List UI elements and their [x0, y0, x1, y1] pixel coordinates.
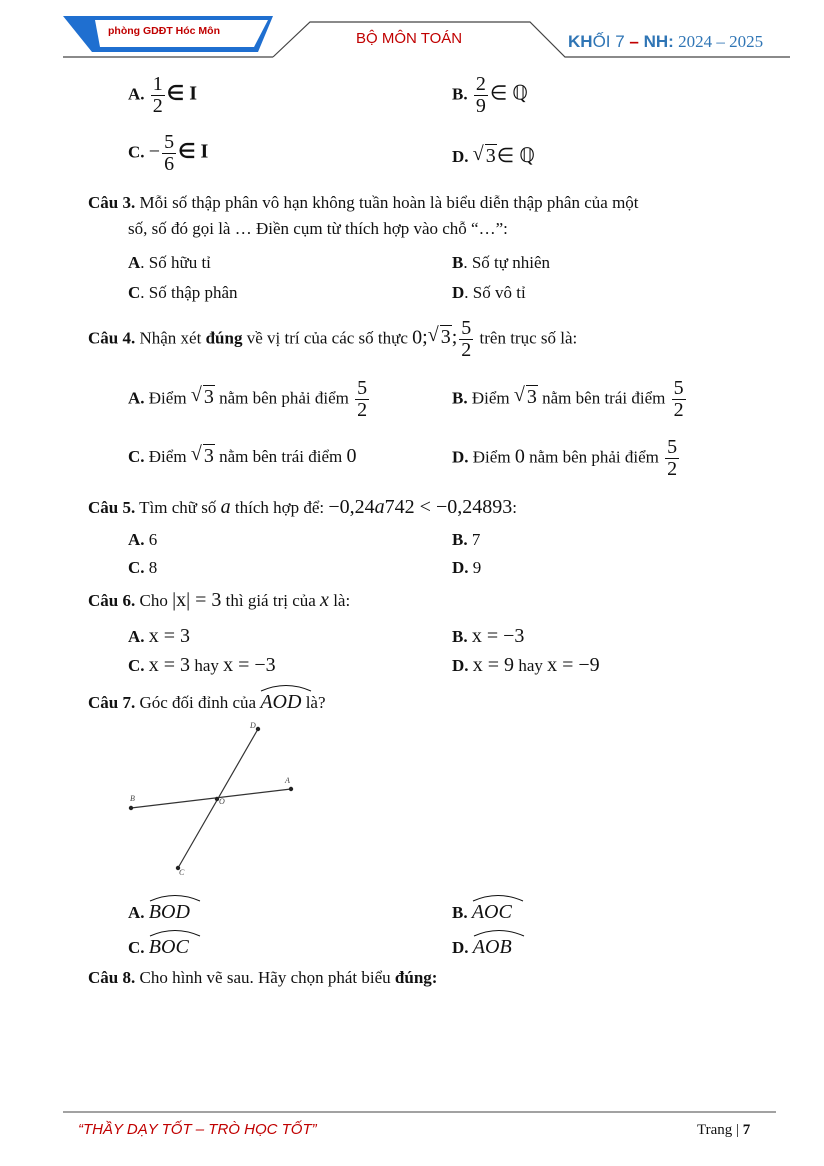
- q5-stem: [88, 496, 517, 519]
- sqrt: [473, 145, 497, 168]
- sqrt: [191, 445, 215, 468]
- option-label: A.: [128, 530, 145, 549]
- q4-option-d: [452, 437, 681, 480]
- line-ba: [131, 789, 291, 808]
- fraction: [459, 318, 473, 361]
- q8-stem: [88, 968, 437, 988]
- q7-option-c: [128, 931, 189, 959]
- label-d: D: [250, 721, 256, 730]
- radical-sign: √: [513, 384, 525, 407]
- fraction: [672, 378, 686, 421]
- question-emphasis: đúng:: [394, 968, 438, 987]
- q5-option-b: [452, 530, 480, 550]
- question-label: Câu 7.: [88, 693, 136, 712]
- denominator: 2: [152, 95, 163, 117]
- option-math: x = −3: [471, 625, 525, 647]
- point-b: [129, 806, 133, 810]
- point-a: [289, 787, 293, 791]
- header-grade-rest: ỐI 7: [592, 32, 625, 51]
- option-math: x = −3: [223, 654, 276, 676]
- option-label: A.: [128, 84, 145, 104]
- option-label: C.: [128, 656, 145, 675]
- radicand: 3: [440, 326, 451, 349]
- angle-text: BOD: [148, 901, 190, 923]
- option-label: D: [452, 283, 465, 302]
- option-label: B.: [452, 388, 468, 408]
- question-text: số, số đó gọi là … Điền cụm từ thích hợp vào chỗ “…”:: [128, 219, 508, 238]
- q6-stem: [88, 589, 350, 612]
- angle-arc: [149, 892, 201, 902]
- label-b: B: [130, 794, 135, 803]
- option-label: A.: [128, 627, 145, 646]
- option-label: C.: [128, 447, 145, 466]
- math-expr: −0,24: [328, 496, 375, 518]
- sqrt: [428, 326, 452, 349]
- option-label: D.: [452, 938, 469, 957]
- point-d: [256, 727, 260, 731]
- math-zero: 0: [346, 445, 357, 467]
- math-var: x: [320, 589, 329, 611]
- fraction: [474, 74, 488, 117]
- radicand: 3: [526, 386, 537, 409]
- question-label: Câu 5.: [88, 498, 136, 517]
- option-text: hay: [514, 656, 548, 675]
- fraction: [355, 378, 369, 421]
- question-text: trên trục số là:: [475, 328, 578, 348]
- option-text: hay: [190, 656, 224, 675]
- label-o: O: [219, 797, 225, 806]
- fraction: [151, 74, 165, 117]
- radical-sign: √: [472, 143, 484, 165]
- radical-sign: √: [190, 443, 202, 465]
- angle-text: BOC: [148, 936, 189, 958]
- option-math: x = 9: [472, 654, 515, 676]
- numerator: 5: [667, 436, 678, 458]
- q4-option-a: [128, 378, 371, 421]
- option-math: x = 3: [148, 625, 191, 647]
- option-text: Điểm: [468, 447, 515, 467]
- option-text: . Số thập phân: [140, 283, 238, 302]
- question-text: là?: [301, 693, 326, 712]
- question-label: Câu 3.: [88, 193, 136, 212]
- option-text: nằm bên phải điểm: [214, 388, 354, 408]
- question-text: thích hợp để:: [230, 498, 329, 517]
- header-dept: phòng GDĐT Hóc Môn: [108, 25, 220, 37]
- question-text: Nhận xét: [135, 328, 206, 348]
- option-text: nằm bên phải điểm: [524, 447, 664, 467]
- angle-text: AOC: [471, 901, 512, 923]
- math-zero: 0;: [412, 326, 428, 349]
- option-text: 7: [467, 530, 481, 549]
- angle: [149, 896, 190, 924]
- q7-stem: [88, 686, 326, 714]
- angle-text: AOB: [472, 936, 512, 958]
- option-label: C.: [128, 938, 145, 957]
- question-label: Câu 6.: [88, 591, 136, 610]
- header-grade-prefix: KH: [568, 32, 593, 51]
- header-subject: BỘ MÔN TOÁN: [356, 30, 463, 47]
- radical-sign: √: [190, 384, 202, 407]
- q6-option-a: [128, 625, 190, 648]
- option-text: Điểm: [467, 388, 514, 408]
- denominator: 2: [461, 339, 472, 361]
- option-math: ∈ ℚ: [489, 82, 529, 105]
- denominator: 2: [357, 399, 368, 421]
- option-label: A.: [128, 388, 145, 408]
- q3-option-a: [128, 253, 211, 273]
- numerator: 5: [461, 317, 472, 339]
- q6-option-c: [128, 654, 276, 677]
- option-label: D.: [452, 558, 469, 577]
- question-text: Cho: [135, 591, 173, 610]
- q3-option-d: [452, 283, 526, 303]
- option-label: D.: [452, 656, 469, 675]
- question-text: về vị trí của các số thực: [242, 328, 413, 348]
- header-year: 2024 – 2025: [673, 32, 764, 51]
- option-label: B.: [452, 84, 468, 104]
- label-a: A: [285, 776, 290, 785]
- angle: [472, 896, 512, 924]
- header-grade-year: [568, 32, 763, 52]
- sqrt: [191, 386, 215, 409]
- q5-option-a: [128, 530, 157, 550]
- option-text: 8: [144, 558, 158, 577]
- denominator: 2: [667, 458, 678, 480]
- option-label: C.: [128, 142, 145, 162]
- footer-rule: [0, 1100, 824, 1120]
- radicand: 3: [203, 386, 214, 409]
- q4-option-b: [452, 378, 688, 421]
- q2-option-c: [128, 132, 208, 175]
- question-label: Câu 4.: [88, 328, 136, 348]
- option-label: C.: [128, 558, 145, 577]
- q5-option-d: [452, 558, 481, 578]
- question-text: Góc đối đỉnh của: [135, 693, 261, 712]
- fraction: [162, 132, 176, 175]
- question-text: là:: [328, 591, 351, 610]
- numerator: 5: [357, 377, 368, 399]
- math-zero: 0: [514, 445, 525, 468]
- denominator: 6: [164, 153, 175, 175]
- q7-option-b: [452, 896, 512, 924]
- option-label: D.: [452, 147, 469, 166]
- q7-option-d: [452, 931, 512, 959]
- question-emphasis: đúng: [205, 328, 243, 348]
- header-year-label: NH:: [643, 32, 674, 51]
- option-text: . Số tự nhiên: [463, 253, 551, 272]
- q4-option-c: [128, 445, 357, 468]
- angle: [473, 931, 512, 959]
- option-label: B.: [452, 627, 468, 646]
- page-number: [697, 1122, 750, 1139]
- question-label: Câu 8.: [88, 968, 136, 987]
- page-num: 7: [742, 1122, 751, 1138]
- option-text: nằm bên trái điểm: [537, 388, 670, 408]
- q3-option-b: [452, 253, 550, 273]
- q2-option-b: [452, 74, 528, 117]
- numerator: 5: [673, 377, 684, 399]
- q3-stem-cont: [128, 219, 508, 239]
- option-label: C: [128, 283, 141, 302]
- radical-sign: √: [427, 324, 439, 347]
- q3-option-c: [128, 283, 238, 303]
- math-expr: 742 < −0,24893: [384, 496, 513, 518]
- q7-figure: [120, 718, 310, 878]
- numerator: 5: [164, 131, 175, 153]
- option-sign: −: [148, 140, 161, 163]
- option-label: B.: [452, 903, 468, 922]
- numerator: 2: [475, 73, 486, 95]
- denominator: 9: [475, 95, 486, 117]
- q6-option-b: [452, 625, 524, 648]
- option-text: . Số vô tỉ: [464, 283, 526, 302]
- q3-stem: [88, 193, 639, 213]
- page-label: Trang |: [697, 1122, 743, 1138]
- option-math: ∈ ℚ: [496, 145, 535, 167]
- question-text: Cho hình vẽ sau. Hãy chọn phát biểu: [135, 968, 395, 987]
- q2-option-d: [452, 143, 535, 168]
- option-text: 9: [468, 558, 482, 577]
- option-text: nằm bên trái điểm: [214, 447, 347, 466]
- q7-option-a: [128, 896, 190, 924]
- option-math: x = 3: [148, 654, 191, 676]
- math-sep: ;: [451, 326, 458, 349]
- fraction: [665, 437, 679, 480]
- angle-arc: [472, 892, 524, 902]
- angle-arc: [473, 927, 525, 937]
- header-dash: –: [624, 32, 644, 51]
- option-label: B: [452, 253, 464, 272]
- radicand: 3: [485, 145, 496, 167]
- angle-arc: [149, 927, 201, 937]
- angle-text: AOD: [260, 691, 302, 713]
- option-label: D.: [452, 447, 469, 467]
- option-math: x = −9: [547, 654, 600, 676]
- q5-option-c: [128, 558, 157, 578]
- q4-stem: [88, 318, 577, 361]
- label-c: C: [179, 868, 185, 877]
- angle-arc: [260, 682, 312, 692]
- option-label: A: [128, 253, 141, 272]
- angle: [149, 931, 189, 959]
- option-text: Điểm: [144, 447, 191, 466]
- math-var: a: [220, 496, 231, 518]
- q2-option-a: [128, 74, 197, 117]
- question-text: Tìm chữ số: [135, 498, 221, 517]
- angle: [260, 686, 301, 714]
- option-label: B.: [452, 530, 468, 549]
- question-text: :: [512, 498, 517, 517]
- question-text: Mỗi số thập phân vô hạn không tuần hoàn là biểu diễn thập phân của một: [135, 193, 639, 212]
- option-math: ∈ I: [178, 140, 209, 163]
- question-text: thì giá trị của: [221, 591, 321, 610]
- numerator: 1: [152, 73, 163, 95]
- option-text: Điểm: [144, 388, 191, 408]
- option-text: . Số hữu tỉ: [140, 253, 211, 272]
- radicand: 3: [203, 445, 214, 467]
- sqrt: [514, 386, 538, 409]
- math-var: a: [374, 496, 385, 518]
- q6-option-d: [452, 654, 600, 677]
- option-text: 6: [144, 530, 158, 549]
- denominator: 2: [673, 399, 684, 421]
- option-label: A.: [128, 903, 145, 922]
- footer-motto: “THẦY DẠY TỐT – TRÒ HỌC TỐT”: [78, 1121, 317, 1138]
- option-math: ∈ I: [166, 82, 197, 105]
- math-expr: |x| = 3: [172, 589, 222, 611]
